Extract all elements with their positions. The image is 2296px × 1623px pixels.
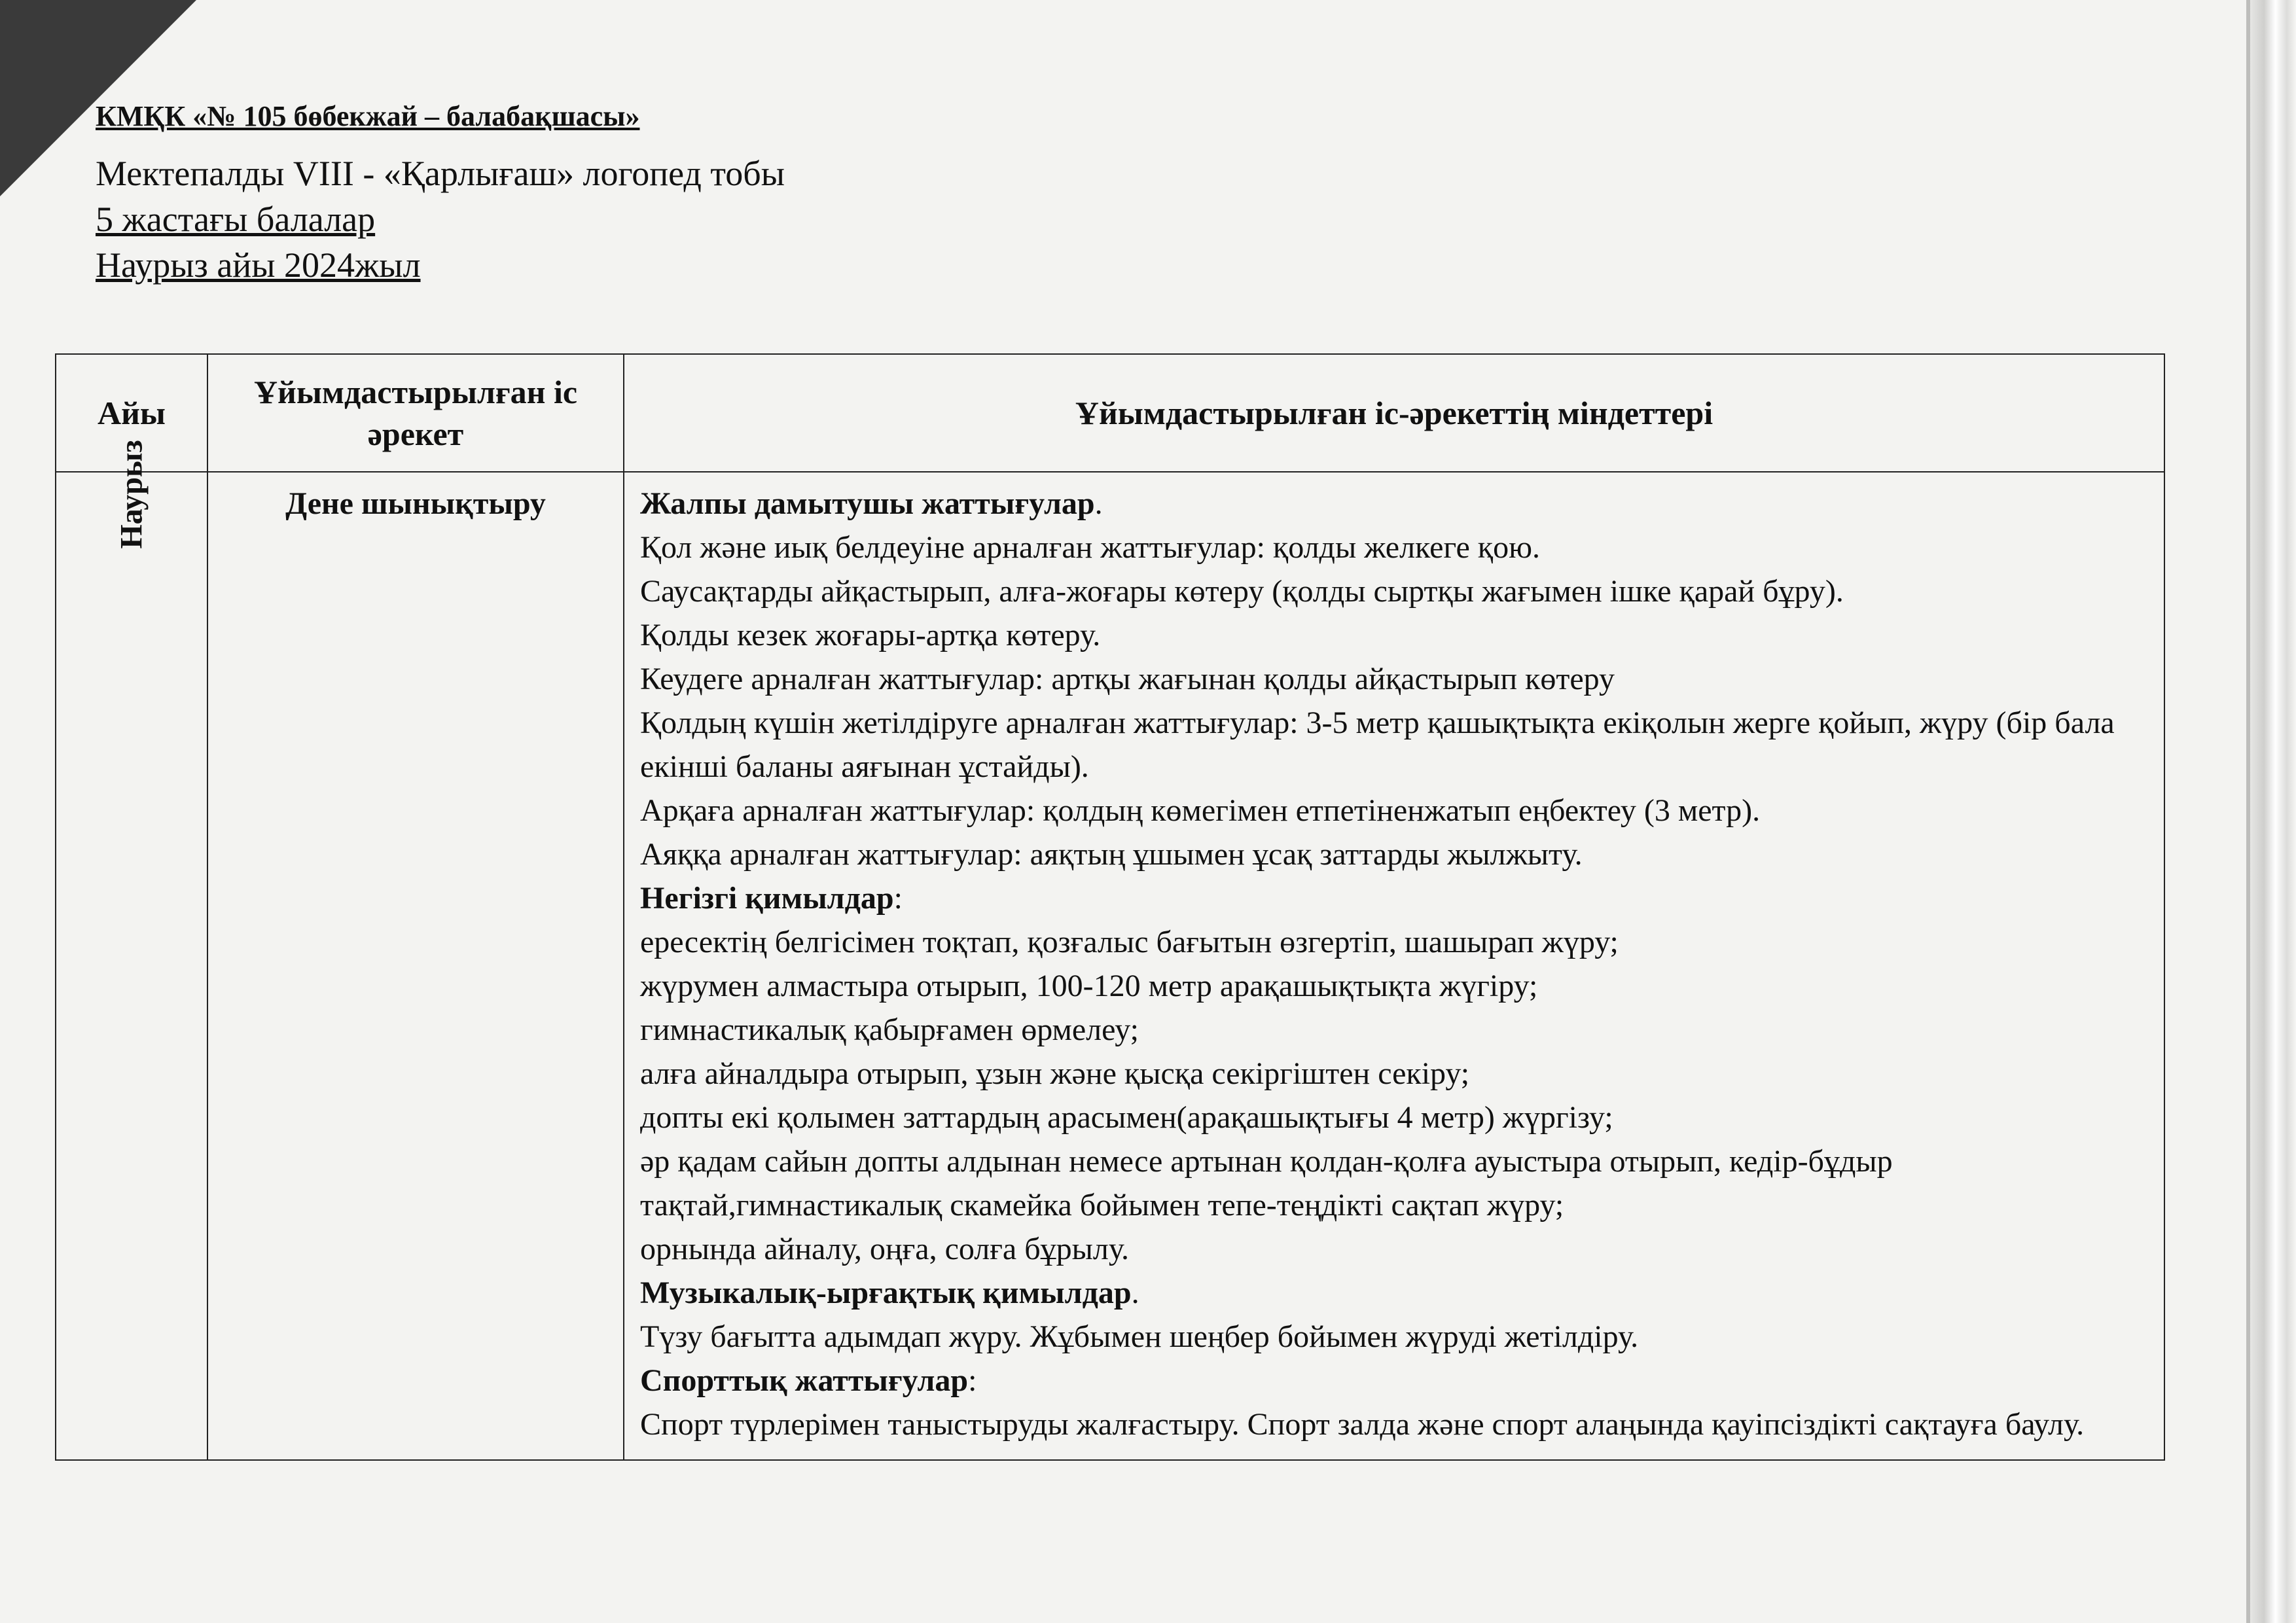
task-line: Негізгі қимылдар:	[640, 881, 903, 916]
task-line: Саусақтарды айқастырып, алға-жоғары көтеру (қолды сыртқы жағымен ішке қарай бұру).	[640, 574, 1844, 609]
table-row	[56, 472, 2164, 1460]
task-line: гимнастикалық қабырғамен өрмелеу;	[640, 1012, 1139, 1047]
task-line: Кеудеге арналған жаттығулар: артқы жағынан қолды айқастырып көтеру	[640, 662, 1615, 696]
age-group: 5 жастағы балалар	[96, 200, 376, 239]
task-line: Спорттық жаттығулар:	[640, 1363, 977, 1398]
task-line: Арқаға арналған жаттығулар: қолдың көмегімен етпетіненжатып еңбектеу (3 метр).	[640, 793, 1761, 828]
task-line: Түзу бағытта адымдап жүру. Жұбымен шеңбер бойымен жүруді жетілдіру.	[640, 1319, 1639, 1354]
table-header-row	[56, 354, 2164, 472]
task-line: Қолды кезек жоғары-артқа көтеру.	[640, 618, 1101, 652]
document-header	[96, 97, 785, 288]
section-heading-main-movements: Негізгі қимылдар	[640, 881, 894, 916]
organization-name: КМҚК «№ 105 бөбекжай – балабақшасы»	[96, 100, 640, 132]
tasks-cell	[624, 472, 2164, 1460]
task-line: Жалпы дамытушы жаттығулар.	[640, 486, 1103, 521]
activity-cell: Дене шынықтыру	[207, 472, 624, 1460]
section-heading-sport-exercises: Спорттық жаттығулар	[640, 1363, 969, 1398]
scan-edge	[2250, 0, 2296, 1623]
task-line: ересектің белгісімен тоқтап, қозғалыс бағытын өзгертіп, шашырап жүру;	[640, 925, 1619, 959]
task-line: жүрумен алмастыра отырып, 100-120 метр арақашықтықта жүгіру;	[640, 969, 1538, 1003]
plan-table	[55, 353, 2165, 1461]
month-label: Наурыз	[114, 440, 149, 549]
section-heading-general: Жалпы дамытушы жаттығулар	[640, 486, 1095, 521]
task-line: Музыкалық-ырғақтық қимылдар.	[640, 1275, 1139, 1310]
task-line: Спорт түрлерімен таныстыруды жалғастыру. Спорт залда және спорт алаңында қауіпсіздікті сақтауға баулу.	[640, 1407, 2085, 1442]
header-month: Айы	[56, 354, 207, 472]
task-line: алға айналдыра отырып, ұзын және қысқа секіргіштен секіру;	[640, 1056, 1470, 1091]
header-activity: Ұйымдастырылған іс әрекет	[207, 354, 624, 472]
header-tasks: Ұйымдастырылған іс-әрекеттің міндеттері	[624, 354, 2164, 472]
task-line: әр қадам сайын допты алдынан немесе артынан қолдан-қолға ауыстыра отырып, кедір-бұдыр тақтай,гимнастикалық скамейка бойымен тепе-теңдікті сақтап жүру;	[640, 1144, 1893, 1222]
plan-date: Наурыз айы 2024жыл	[96, 245, 421, 285]
task-line: орнында айналу, оңға, солға бұрылу.	[640, 1232, 1130, 1266]
task-line: Қолдың күшін жетілдіруге арналған жаттығулар: 3-5 метр қашықтықта екіқолын жерге қойып, жүру (бір бала екінші баланы аяғынан ұстайды).	[640, 705, 2115, 784]
task-line: Аяққа арналған жаттығулар: аяқтың ұшымен ұсақ заттарды жылжыту.	[640, 837, 1583, 872]
section-heading-music-rhythm: Музыкалық-ырғақтық қимылдар	[640, 1275, 1132, 1310]
group-name: Мектепалды VIII - «Қарлығаш» логопед тобы	[96, 154, 785, 193]
month-cell	[56, 440, 207, 1460]
task-line: Қол және иық белдеуіне арналған жаттығулар: қолды желкеге қою.	[640, 530, 1540, 565]
task-line: допты екі қолымен заттардың арасымен(арақашықтығы 4 метр) жүргізу;	[640, 1100, 1613, 1135]
